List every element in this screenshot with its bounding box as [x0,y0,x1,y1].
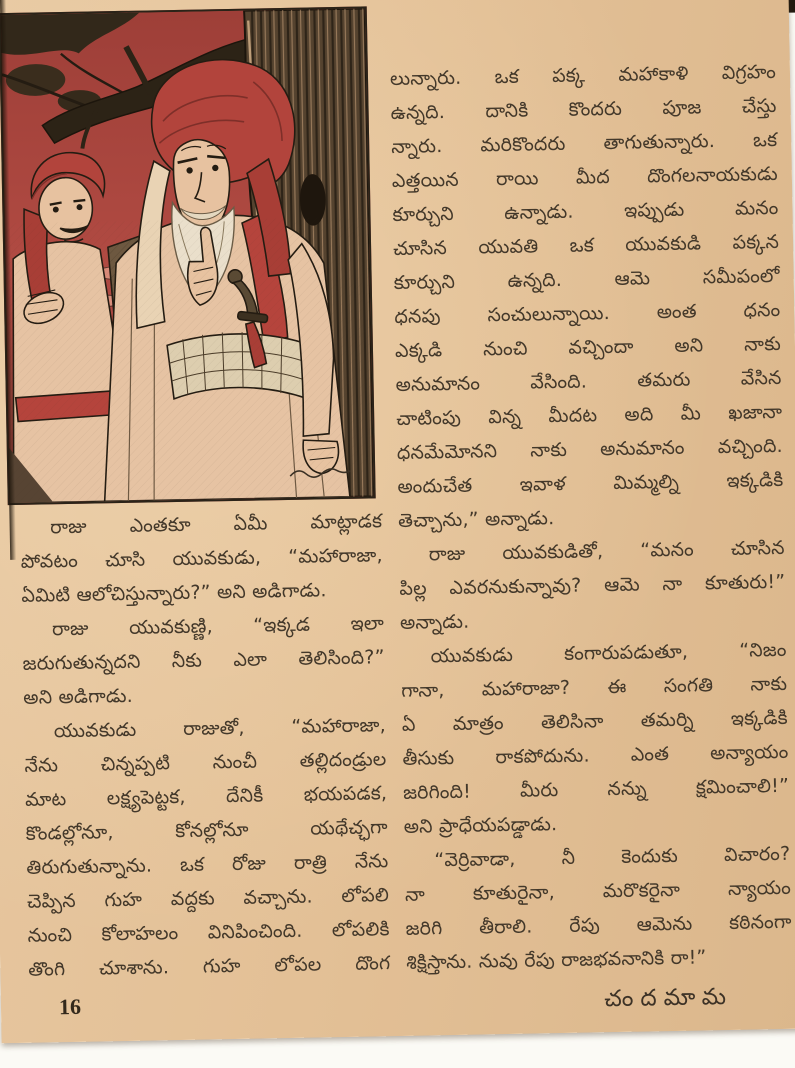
story-illustration-art [1,8,374,503]
text-line: పోవటం చూసి యువకుడు, “మహారాజా, [20,544,383,573]
text-line: నేను చిన్నప్పటి నుంచీ తల్లిదండ్రుల [24,748,387,777]
text-line: గానా, మహారాజా? ఈ సంగతి నాకు [401,672,788,702]
hatch-overlay [5,217,374,503]
text-line: తెచ్చాను,” అన్నాడు. [397,507,555,532]
text-line: శిక్షిస్తాను. నువు రేపు రాజభవనానికి రా!” [406,946,707,974]
text-line: అనుమానం వేసింది. తమరు వేసిన [395,366,782,396]
right-text-column [390,55,793,980]
text-line: లున్నారు. ఒక పక్క మహాకాళి విగ్రహం [389,60,777,91]
left-text-column [20,504,391,987]
text-line: అందుచేత ఇవాళ మిమ్మల్ని ఇక్కడికి [397,468,784,498]
footer-page-number: 16 [58,993,82,1020]
text-line: ఏమిటి ఆలోచిస్తున్నారు?” అని అడిగాడు. [21,579,327,607]
text-line: తొంగి చూశాను. గుహ లోపల దొంగ [28,952,391,981]
text-line: చూసిన యువతి ఒక యువకుడి పక్కన [392,230,780,260]
text-line: అన్నాడు. [399,610,470,634]
footer-magazine-title: చందమామ [603,983,734,1013]
text-line: తిరుగుతున్నాను. ఒక రోజు రాత్రి నేను [26,850,389,879]
text-line: చెప్పిన గుహ వద్దకు వచ్చాను. లోపలి [26,884,390,913]
text-line: అని అడిగాడు. [23,684,134,709]
text-line: రాజు యువకుణ్ణి, “ఇక్కడ ఇలా [51,612,385,641]
text-line: “వెర్రివాడా, నీ కెందుకు విచారం? [434,842,791,872]
text-line: కూర్చుని ఉన్నాడు. ఇప్పుడు మనం [392,196,779,226]
text-line: నా కూతురైనా, మరొకరైనా న్యాయం [404,876,792,906]
text-line: ఎత్తయిన రాయి మీద దొంగలనాయకుడు [391,162,779,192]
text-line: అని ప్రాధేయపడ్డాడు. [403,813,558,838]
text-line: యువకుడు కంగారుపడుతూ, “నిజం [430,638,787,668]
text-line: చాటింపు విన్న మీదట అది మీ ఖజానా [396,400,783,430]
text-line: రాజు ఎంతకూ ఏమీ మాట్లాడక [49,510,383,539]
text-line: కొండల్లోనూ, కోనల్లోనూ యథేచ్ఛగా [25,816,388,845]
text-line: జరిగింది! మీరు నన్ను క్షమించాలి!” [402,774,790,804]
text-line: ఉన్నది. దానికి కొందరు పూజ చేస్తు [390,94,777,125]
text-line: ఎక్కడి నుంచి వచ్చిందా అని నాకు [394,332,782,362]
text-line: ధనపు సంచులున్నాయి. అంత ధనం [394,298,781,328]
text-line: రాజు యువకుడితో, “మనం చూసిన [428,536,785,566]
text-line: కూర్చుని ఉన్నది. ఆమె సమీపంలో [393,264,780,294]
text-line: నుంచి కోలాహలం వినిపించింది. లోపలికి [27,918,390,947]
text-line: తీసుకు రాకపోదును. ఎంత అన్యాయం [402,740,789,770]
text-line: ఏ మాత్రం తెలిసినా తమర్ని ఇక్కడికి [401,706,789,736]
text-line: పిల్ల ఎవరనుకున్నావు? ఆమె నా కూతురు!” [399,570,786,600]
text-line: జరిగి తీరాలి. రేపు ఆమెను కఠినంగా [405,910,792,940]
story-illustration [0,6,376,505]
text-line: మాట లక్ష్యపెట్టక, దేనికీ భయపడక, [24,782,388,811]
text-line: న్నారు. మరికొందరు తాగుతున్నారు. ఒక [391,128,778,159]
text-line: యువకుడు రాజుతో, “మహారాజా, [53,714,387,743]
text-line: జరుగుతున్నదని నీకు ఎలా తెలిసింది?” [22,646,385,675]
text-line: ధనమేమోనని నాకు అనుమానం వచ్చింది. [396,434,784,464]
